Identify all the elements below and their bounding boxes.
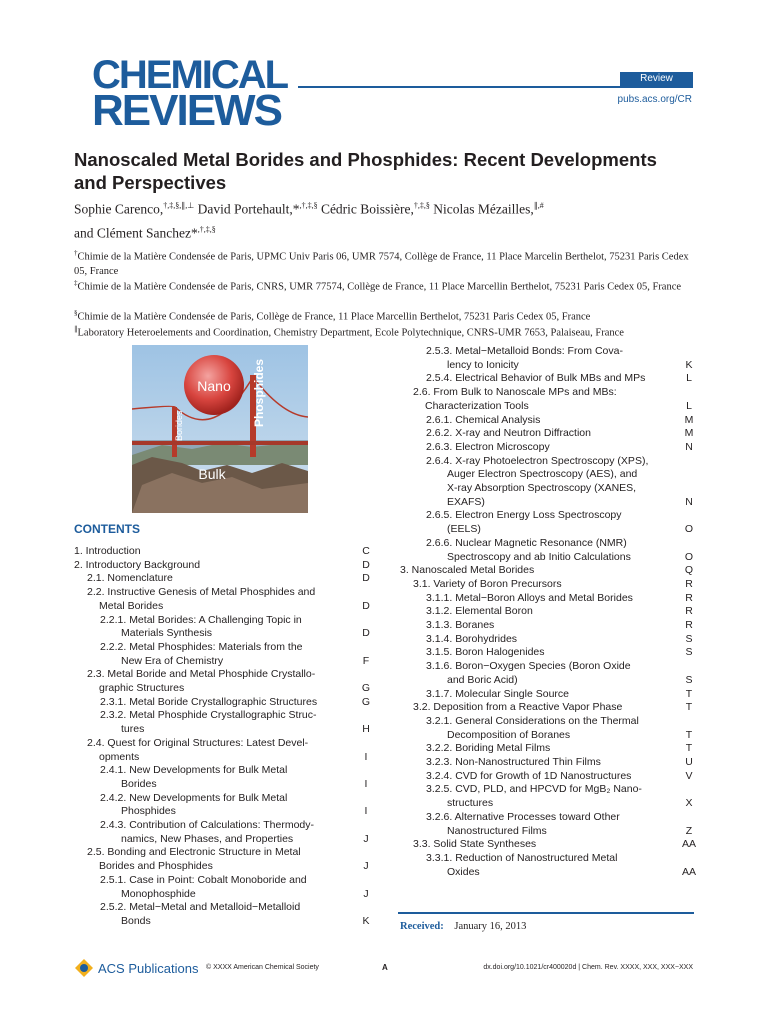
toc-page: U bbox=[685, 756, 693, 768]
toc-entry[interactable]: namics, New Phases, and Properties bbox=[121, 832, 294, 845]
toc-page: D bbox=[362, 599, 370, 612]
copyright: © XXXX American Chemical Society bbox=[206, 964, 319, 971]
toc-page: T bbox=[685, 728, 693, 741]
toc-page: C bbox=[362, 545, 370, 557]
received-date: January 16, 2013 bbox=[454, 921, 527, 932]
toc-entry[interactable]: 3.2.6. Alternative Processes toward Other bbox=[426, 810, 620, 823]
toc-entry[interactable]: Spectroscopy and ab Initio Calculations bbox=[447, 550, 631, 563]
toc-page: G bbox=[361, 695, 371, 708]
toc-page: G bbox=[361, 682, 371, 694]
toc-entry[interactable]: (EELS) bbox=[447, 523, 481, 536]
toc-entry[interactable]: 3.1.4. Borohydrides bbox=[426, 632, 518, 645]
author-name: David Portehault,* bbox=[197, 201, 300, 217]
contents-heading: CONTENTS bbox=[74, 522, 140, 536]
toc-entry[interactable]: Bonds bbox=[121, 914, 151, 927]
toc-entry[interactable]: Metal Borides bbox=[99, 599, 164, 612]
toc-entry[interactable]: structures bbox=[447, 797, 494, 810]
toc-entry[interactable]: 3.2.3. Non-Nanostructured Thin Films bbox=[426, 756, 601, 768]
toc-page: M bbox=[684, 413, 694, 426]
author-affiliation-marks: ,†,‡,§ bbox=[197, 224, 216, 234]
toc-entry[interactable]: X-ray Absorption Spectroscopy (XANES, bbox=[447, 482, 637, 494]
author-affiliation-marks: ,†,‡,§ bbox=[299, 201, 318, 210]
toc-page: O bbox=[684, 523, 694, 536]
toc-page: M bbox=[684, 427, 694, 440]
toc-entry[interactable]: 2.3.1. Metal Boride Crystallographic Structures bbox=[100, 695, 318, 708]
toc-entry[interactable]: 3.2.1. General Considerations on the Thermal bbox=[426, 714, 639, 727]
received-rule bbox=[398, 912, 694, 914]
toc-entry[interactable]: lency to Ionicity bbox=[447, 358, 519, 371]
affiliation-mark: ∥ bbox=[74, 325, 78, 333]
received-line bbox=[400, 921, 526, 932]
toc-entry[interactable]: 3.2.4. CVD for Growth of 1D Nanostructures bbox=[426, 769, 632, 782]
toc-entry[interactable]: Characterization Tools bbox=[425, 399, 529, 412]
graphic-phosphides-label: Phosphides bbox=[252, 358, 266, 427]
doi-citation[interactable]: dx.doi.org/10.1021/cr400020d | Chem. Rev. XXXX, XXX, XXX−XXX bbox=[483, 964, 693, 971]
toc-entry[interactable]: Materials Synthesis bbox=[121, 627, 213, 640]
toc-entry[interactable]: 2. Introductory Background bbox=[74, 558, 201, 571]
author-affiliation-marks: †,‡,§,∥,⊥ bbox=[163, 201, 195, 210]
toc-page: R bbox=[685, 591, 693, 604]
toc-page: D bbox=[362, 572, 370, 585]
toc-entry[interactable]: Auger Electron Spectroscopy (AES), and bbox=[447, 468, 638, 481]
toc-entry[interactable]: 2.4. Quest for Original Structures: Latest Devel- bbox=[87, 736, 309, 749]
toc-entry[interactable]: 2.5.4. Electrical Behavior of Bulk MBs and MPs bbox=[426, 372, 646, 385]
affiliation-text: Chimie de la Matière Condensée de Paris, UPMC Univ Paris 06, UMR 7574, Collège de France, 11 Place Marcelin Berthelot, 75231 Paris Cedex 05, France bbox=[74, 251, 689, 277]
toc-entry[interactable]: Oxides bbox=[447, 865, 480, 878]
toc-entry[interactable]: 3.1.5. Boron Halogenides bbox=[426, 646, 545, 659]
toc-page: N bbox=[685, 495, 693, 508]
toc-entry[interactable]: Nanostructured Films bbox=[447, 824, 547, 837]
toc-entry[interactable]: 3.1.7. Molecular Single Source bbox=[426, 687, 569, 700]
toc-page: D bbox=[362, 627, 370, 640]
toc-entry[interactable]: 2.3. Metal Boride and Metal Phosphide Crystallo- bbox=[87, 668, 316, 681]
graphic-nano-label: Nano bbox=[197, 378, 231, 394]
toc-page: Q bbox=[684, 564, 694, 577]
toc-entry[interactable]: graphic Structures bbox=[99, 682, 185, 694]
toc-entry[interactable]: Decomposition of Boranes bbox=[447, 728, 571, 741]
toc-page: S bbox=[685, 673, 693, 686]
toc-entry[interactable]: 2.6.6. Nuclear Magnetic Resonance (NMR) bbox=[426, 536, 627, 549]
toc-entry[interactable]: 3.1.2. Elemental Boron bbox=[426, 605, 533, 618]
toc-entry[interactable]: New Era of Chemistry bbox=[121, 654, 224, 667]
toc-page: L bbox=[686, 399, 692, 412]
toc-graphic bbox=[132, 345, 308, 513]
toc-entry[interactable]: 2.6.5. Electron Energy Loss Spectroscopy bbox=[426, 509, 622, 522]
toc-entry[interactable]: Borides and Phosphides bbox=[99, 860, 213, 873]
toc-entry[interactable]: 2.6.3. Electron Microscopy bbox=[426, 440, 550, 453]
toc-page: AA bbox=[682, 865, 697, 878]
toc-entry[interactable]: 2.5. Bonding and Electronic Structure in Metal bbox=[87, 846, 301, 859]
affiliation-mark: † bbox=[74, 249, 78, 257]
affiliation-mark: § bbox=[74, 309, 78, 317]
affiliation-mark: ‡ bbox=[74, 279, 78, 287]
author-list bbox=[74, 196, 714, 243]
toc-entry[interactable]: 2.4.2. New Developments for Bulk Metal bbox=[100, 791, 288, 804]
toc-entry[interactable]: 3.2. Deposition from a Reactive Vapor Phase bbox=[413, 701, 623, 714]
toc-page: T bbox=[685, 742, 693, 755]
toc-entry[interactable]: opments bbox=[99, 750, 140, 763]
affiliation-text: Laboratory Heteroelements and Coordination, Chemistry Department, Ecole Polytechnique, CNRS-UMR 7653, Palaiseau, France bbox=[77, 327, 624, 339]
affiliation-text: Chimie de la Matière Condensée de Paris, CNRS, UMR 77574, Collège de France, 11 Place Marcellin Berthelot, 75231 Paris Cedex 05, France bbox=[77, 281, 682, 293]
toc-page: S bbox=[685, 632, 693, 645]
logo-line1: CHEMICAL bbox=[92, 53, 288, 97]
toc-entry[interactable]: tures bbox=[121, 723, 145, 736]
toc-page: O bbox=[684, 550, 694, 563]
toc-entry[interactable]: 2.4.1. New Developments for Bulk Metal bbox=[100, 764, 288, 777]
toc-entry[interactable]: 2.2.2. Metal Phosphides: Materials from the bbox=[100, 640, 303, 653]
toc-page: L bbox=[686, 372, 692, 385]
toc-page: R bbox=[685, 605, 693, 618]
toc-entry[interactable]: 3.2.2. Boriding Metal Films bbox=[426, 742, 551, 755]
toc-page: N bbox=[685, 440, 693, 453]
toc-entry[interactable]: EXAFS) bbox=[447, 495, 485, 508]
affiliation bbox=[74, 246, 699, 279]
toc-entry[interactable]: 3.3.1. Reduction of Nanostructured Metal bbox=[426, 851, 618, 864]
toc-entry[interactable]: Borides bbox=[121, 777, 157, 790]
toc-entry[interactable]: 2.1. Nomenclature bbox=[87, 572, 173, 585]
toc-page: I bbox=[364, 750, 368, 763]
toc-entry[interactable]: 2.6.4. X-ray Photoelectron Spectroscopy (XPS), bbox=[426, 454, 649, 467]
toc-page: D bbox=[362, 558, 370, 571]
author-affiliation-marks: †,‡,§ bbox=[413, 201, 430, 210]
toc-entry[interactable]: 2.5.2. Metal−Metal and Metalloid−Metalloid bbox=[100, 901, 301, 914]
toc-page: I bbox=[364, 805, 368, 818]
toc-page: J bbox=[363, 887, 369, 900]
affiliation bbox=[74, 276, 699, 295]
toc-entry[interactable]: 3.3. Solid State Syntheses bbox=[413, 838, 537, 851]
graphic-borides-label: Borides bbox=[174, 410, 184, 441]
toc-entry[interactable]: 3.1.6. Boron−Oxygen Species (Boron Oxide bbox=[426, 660, 631, 673]
affiliation bbox=[74, 322, 699, 341]
received-label: Received: bbox=[400, 921, 444, 932]
journal-logo bbox=[92, 53, 288, 136]
toc-page: R bbox=[685, 619, 693, 631]
article-title: Nanoscaled Metal Borides and Phosphides: Recent Developments and Perspectives bbox=[74, 149, 657, 193]
toc-entry[interactable]: 2.2. Instructive Genesis of Metal Phosphides and bbox=[87, 586, 316, 599]
acs-logo-icon bbox=[74, 958, 94, 978]
graphic-bulk-label: Bulk bbox=[198, 466, 226, 482]
author-name: and Clément Sanchez* bbox=[74, 225, 198, 240]
author-name: Sophie Carenco, bbox=[74, 201, 164, 217]
toc-entry[interactable]: 2.5.1. Case in Point: Cobalt Monoboride and bbox=[100, 873, 307, 886]
toc-page: K bbox=[362, 914, 370, 927]
toc-entry[interactable]: Phosphides bbox=[121, 805, 176, 818]
toc-entry[interactable]: 2.2.1. Metal Borides: A Challenging Topic in bbox=[100, 613, 302, 626]
toc-entry[interactable]: 3.2.5. CVD, PLD, and HPCVD for MgB₂ Nano- bbox=[426, 783, 642, 796]
header-rule bbox=[298, 86, 693, 88]
toc-page: S bbox=[685, 646, 693, 659]
toc-entry[interactable]: 2.6.2. X-ray and Neutron Diffraction bbox=[426, 427, 591, 440]
toc-page: I bbox=[364, 777, 368, 790]
bridge-illustration bbox=[132, 345, 308, 513]
toc-page: V bbox=[685, 769, 693, 782]
toc-entry[interactable]: 3.1. Variety of Boron Precursors bbox=[413, 577, 562, 590]
toc-entry[interactable]: 1. Introduction bbox=[74, 545, 141, 557]
toc-entry[interactable]: 3.1.3. Boranes bbox=[426, 619, 495, 631]
toc-page: H bbox=[362, 723, 370, 736]
toc-entry[interactable]: 3.1.1. Metal−Boron Alloys and Metal Borides bbox=[426, 591, 633, 604]
author-affiliation-marks: ∥,# bbox=[533, 201, 544, 210]
toc-page: R bbox=[685, 577, 693, 590]
toc-entry[interactable]: 3. Nanoscaled Metal Borides bbox=[400, 564, 535, 577]
toc-entry[interactable]: Monophosphide bbox=[121, 887, 196, 900]
page-number: A bbox=[382, 963, 388, 972]
review-badge: Review bbox=[620, 72, 693, 86]
logo-line2: REVIEWS bbox=[92, 86, 281, 136]
toc-page: AA bbox=[682, 838, 697, 851]
toc-entry[interactable]: 2.6. From Bulk to Nanoscale MPs and MBs: bbox=[413, 386, 617, 399]
toc-page: F bbox=[362, 654, 370, 667]
toc-page: J bbox=[363, 860, 369, 873]
toc-page: Z bbox=[685, 824, 693, 837]
author-name: Cédric Boissière, bbox=[320, 201, 414, 217]
toc-entry[interactable]: 2.4.3. Contribution of Calculations: Thermody- bbox=[100, 819, 314, 831]
toc-page: T bbox=[685, 687, 693, 700]
affiliation-text: Chimie de la Matière Condensée de Paris, Collège de France, 11 Place Marcellin Berthelot, 75231 Paris Cedex 05, France bbox=[77, 311, 591, 323]
publisher-name: ACS Publications bbox=[98, 961, 199, 976]
author-name: Nicolas Mézailles, bbox=[433, 201, 534, 217]
toc-page: X bbox=[685, 797, 693, 810]
toc-entry[interactable]: 2.6.1. Chemical Analysis bbox=[426, 413, 541, 426]
toc-page: K bbox=[685, 358, 693, 371]
toc-entry[interactable]: 2.5.3. Metal−Metalloid Bonds: From Cova- bbox=[426, 345, 623, 357]
toc-entry[interactable]: and Boric Acid) bbox=[447, 673, 518, 686]
toc-page: J bbox=[363, 832, 369, 845]
toc-entry[interactable]: 2.3.2. Metal Phosphide Crystallographic Struc- bbox=[100, 709, 317, 722]
toc-page: T bbox=[685, 701, 693, 714]
journal-url-link[interactable]: pubs.acs.org/CR bbox=[617, 94, 692, 105]
